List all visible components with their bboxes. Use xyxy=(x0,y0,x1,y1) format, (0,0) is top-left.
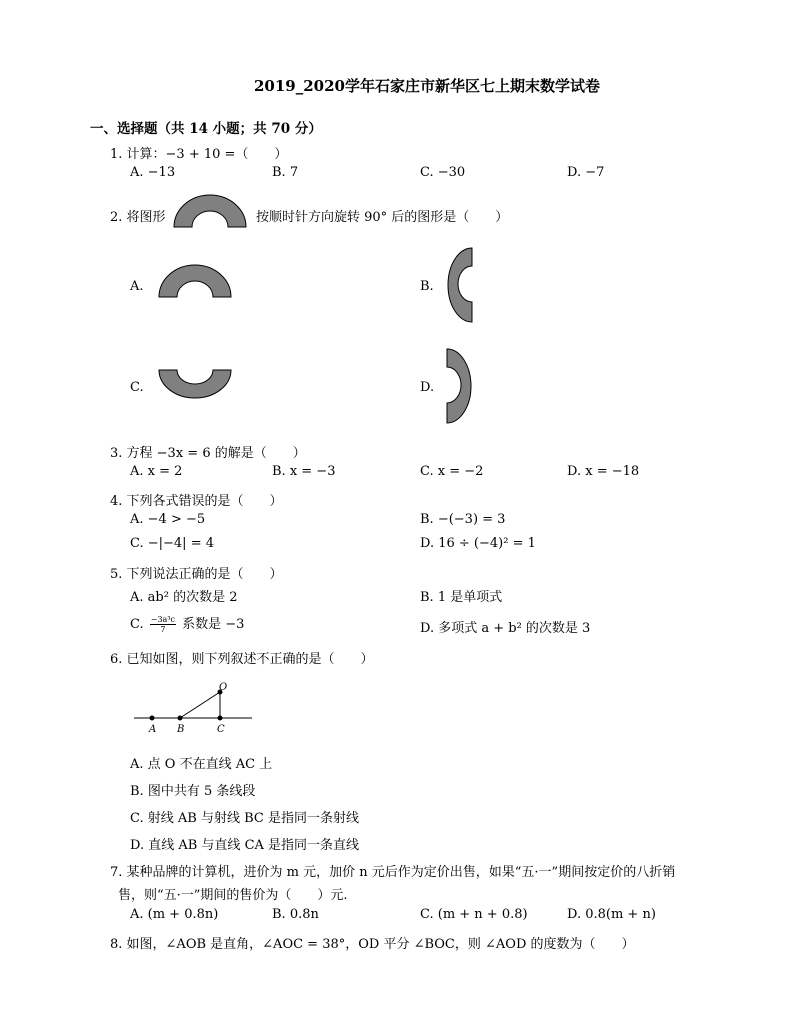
q5-option-c xyxy=(130,610,244,640)
q6-option-b: B. 图中共有 5 条线段 xyxy=(130,784,256,799)
fraction-numerator: −3a³c xyxy=(150,615,176,624)
q3-option-d: D. x = −18 xyxy=(567,464,640,479)
q2-option-a-figure xyxy=(157,263,233,299)
q5-option-a: A. ab² 的次数是 2 xyxy=(130,590,238,605)
q7-option-c: C. (m + n + 0.8) xyxy=(420,907,528,922)
q1-option-d: D. −7 xyxy=(567,165,605,180)
question-6-stem: 6. 已知如图，则下列叙述不正确的是（ ） xyxy=(110,652,374,667)
question-3-stem: 3. 方程 −3x = 6 的解是（ ） xyxy=(110,446,306,461)
q4-option-b: B. −(−3) = 3 xyxy=(420,512,506,527)
q5-option-c-fraction xyxy=(150,615,176,634)
question-2-stem: 按顺时针方向旋转 90° 后的图形是（ ） xyxy=(256,210,509,225)
q4-option-d: D. 16 ÷ (−4)² = 1 xyxy=(420,536,536,551)
question-1-stem: 1. 计算：−3 + 10 =（ ） xyxy=(110,147,288,162)
q2-option-c: C. xyxy=(130,380,144,395)
q6-line-figure xyxy=(130,680,260,740)
q7-option-b: B. 0.8n xyxy=(272,907,319,922)
q6-option-a: A. 点 O 不在直线 AC 上 xyxy=(130,757,273,772)
q2-option-d: D. xyxy=(420,380,435,395)
point-label-o: O xyxy=(219,682,228,693)
q2-option-b-figure xyxy=(446,246,474,324)
q3-option-b: B. x = −3 xyxy=(272,464,336,479)
question-5-stem: 5. 下列说法正确的是（ ） xyxy=(110,567,283,582)
question-8-stem: 8. 如图，∠AOB 是直角，∠AOC = 38°，OD 平分 ∠BOC，则 ∠AOD 的度数为（ ） xyxy=(110,937,635,952)
q1-option-b: B. 7 xyxy=(272,165,299,180)
q2-original-arc-figure xyxy=(172,193,248,229)
q2-option-a: A. xyxy=(130,279,144,294)
q1-option-a: A. −13 xyxy=(130,165,176,180)
point-label-b: B xyxy=(177,724,185,735)
section-heading: 一、选择题（共 14 小题；共 70 分） xyxy=(90,121,322,137)
q7-option-d: D. 0.8(m + n) xyxy=(567,907,656,922)
q5-option-d: D. 多项式 a + b² 的次数是 3 xyxy=(420,621,591,636)
point-label-c: C xyxy=(217,724,225,735)
q2-option-b: B. xyxy=(420,279,434,294)
q4-option-a: A. −4 > −5 xyxy=(130,512,206,527)
q6-option-d: D. 直线 AB 与直线 CA 是指同一条直线 xyxy=(130,838,360,853)
q5-option-c-prefix: C. xyxy=(130,617,144,632)
q2-option-d-figure xyxy=(445,347,473,425)
page-title: 2019_2020学年石家庄市新华区七上期末数学试卷 xyxy=(254,77,600,95)
q6-option-c: C. 射线 AB 与射线 BC 是指同一条射线 xyxy=(130,811,359,826)
q5-option-c-suffix: 系数是 −3 xyxy=(182,617,245,632)
point-label-a: A xyxy=(149,724,157,735)
question-7-stem-line1: 7. 某种品牌的计算机，进价为 m 元，加价 n 元后作为定价出售，如果“五·一”期间按定价的八折销 xyxy=(110,865,676,880)
q3-option-a: A. x = 2 xyxy=(130,464,183,479)
q2-option-c-figure xyxy=(157,368,233,400)
q1-option-c: C. −30 xyxy=(420,165,466,180)
q7-option-a: A. (m + 0.8n) xyxy=(130,907,219,922)
fraction-denominator: 7 xyxy=(160,625,166,634)
q5-option-b: B. 1 是单项式 xyxy=(420,590,503,605)
question-7-stem-line2: 售，则“五·一”期间的售价为（ ）元. xyxy=(118,888,348,903)
question-4-stem: 4. 下列各式错误的是（ ） xyxy=(110,494,283,509)
q3-option-c: C. x = −2 xyxy=(420,464,484,479)
q4-option-c: C. −|−4| = 4 xyxy=(130,536,214,551)
question-2-number: 2. 将图形 xyxy=(110,210,166,225)
